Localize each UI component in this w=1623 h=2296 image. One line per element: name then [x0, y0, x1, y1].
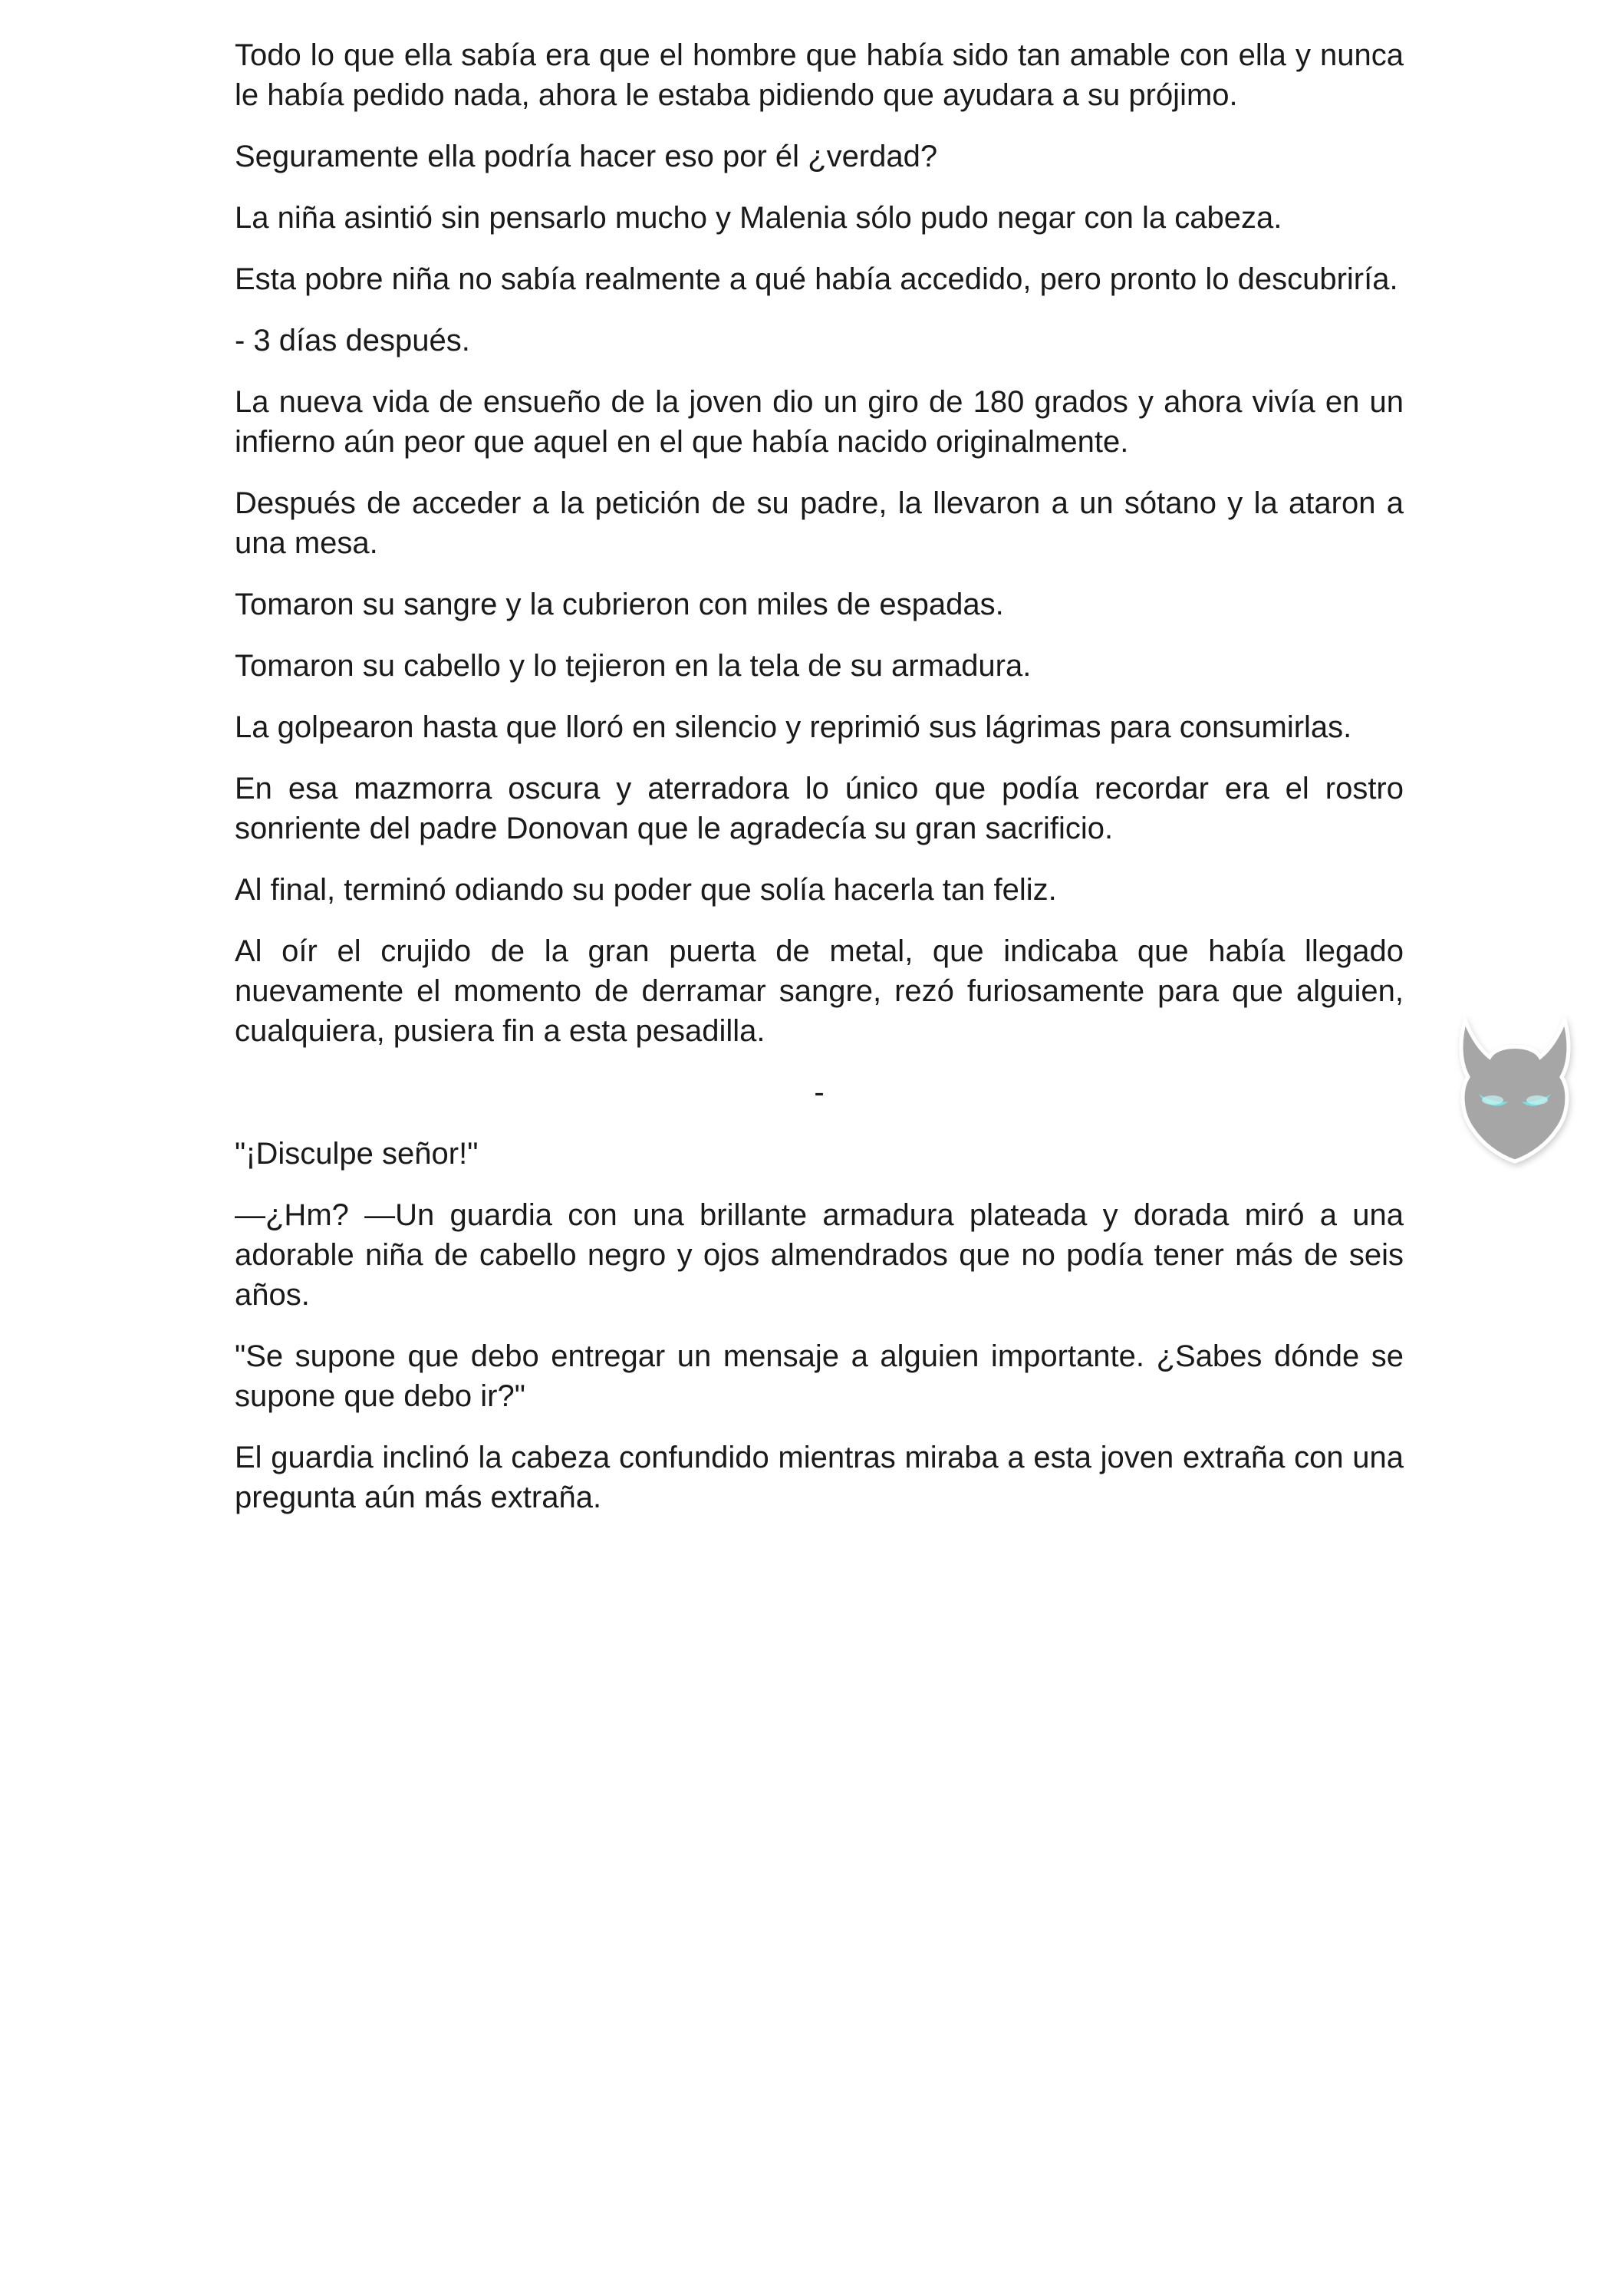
scene-separator: - [814, 1076, 825, 1109]
demon-head-icon [1442, 997, 1588, 1174]
paragraph: La niña asintió sin pensarlo mucho y Malenia sólo pudo negar con la cabeza. [235, 201, 1282, 235]
paragraph: La nueva vida de ensueño de la joven dio un giro de 180 grados y ahora vivía en un infierno aún peor que aquel en el que había nacido originalmente. [235, 385, 1404, 459]
paragraph: Todo lo que ella sabía era que el hombre que había sido tan amable con ella y nunca le había pedido nada, ahora le estaba pidiendo que ayudara a su prójimo. [235, 38, 1404, 112]
paragraph: El guardia inclinó la cabeza confundido mientras miraba a esta joven extraña con una pregunta aún más extraña. [235, 1441, 1404, 1514]
document-body [235, 35, 1404, 1539]
paragraph: —¿Hm? —Un guardia con una brillante armadura plateada y dorada miró a una adorable niña de cabello negro y ojos almendrados que no podía tener más de seis años. [235, 1198, 1404, 1312]
paragraph: Esta pobre niña no sabía realmente a qué había accedido, pero pronto lo descubriría. [235, 262, 1398, 296]
paragraph: Tomaron su sangre y la cubrieron con miles de espadas. [235, 588, 1004, 621]
paragraph: "¡Disculpe señor!" [235, 1137, 479, 1171]
paragraph: "Se supone que debo entregar un mensaje a alguien importante. ¿Sabes dónde se supone que debo ir?" [235, 1339, 1404, 1413]
paragraph: Al final, terminó odiando su poder que solía hacerla tan feliz. [235, 873, 1057, 907]
paragraph: - 3 días después. [235, 324, 470, 357]
paragraph: Al oír el crujido de la gran puerta de metal, que indicaba que había llegado nuevamente el momento de derramar sangre, rezó furiosamente para que alguien, cualquiera, pusiera fin a esta pesadilla. [235, 934, 1404, 1048]
paragraph: Después de acceder a la petición de su padre, la llevaron a un sótano y la ataron a una mesa. [235, 486, 1404, 560]
paragraph: La golpearon hasta que lloró en silencio y reprimió sus lágrimas para consumirlas. [235, 710, 1352, 744]
paragraph: En esa mazmorra oscura y aterradora lo único que podía recordar era el rostro sonriente del padre Donovan que le agradecía su gran sacrificio. [235, 772, 1404, 845]
paragraph: Tomaron su cabello y lo tejieron en la tela de su armadura. [235, 649, 1032, 683]
paragraph: Seguramente ella podría hacer eso por él ¿verdad? [235, 140, 938, 173]
